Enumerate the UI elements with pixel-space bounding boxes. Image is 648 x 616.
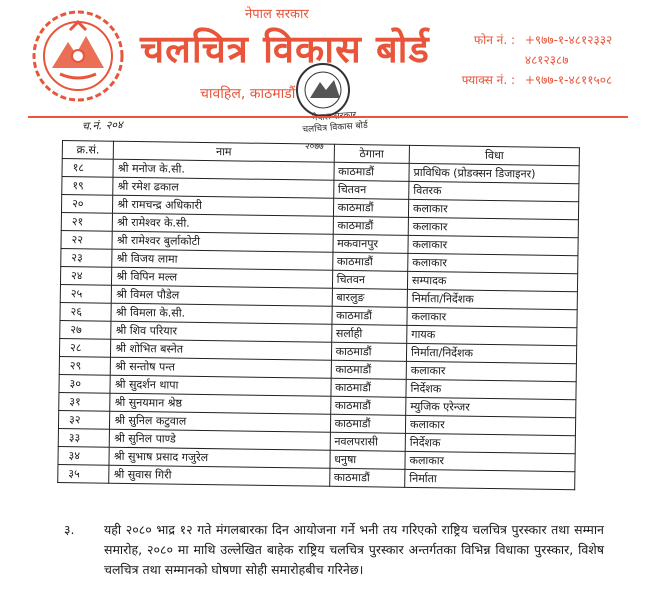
cell-serial: ३५	[58, 464, 110, 483]
cell-genre: कलाकार	[405, 451, 575, 471]
cell-address: काठमाडौं	[332, 252, 408, 271]
cell-address: काठमाडौं	[332, 306, 408, 325]
cell-serial: ३४	[58, 446, 110, 465]
cell-address: काठमाडौं	[331, 378, 407, 397]
cell-serial: २४	[60, 266, 112, 285]
cell-name: श्री रमेश ढकाल	[113, 177, 333, 198]
cell-name: श्री सुनिल पाण्डे	[110, 429, 330, 450]
cell-name: श्री विमला के.सी.	[111, 303, 331, 324]
paragraph-text: यही २०८० भाद्र १२ गते मंगलबारका दिन आयोजना गर्ने भनी तय गरिएको राष्ट्रिय चलचित्र पुरस्कार तथा सम्मान समारोह, २०८० मा माथि उल्लेखित बाहेक राष्ट्रिय चलचित्र पुरस्कार अन्तर्गतका विभिन्न विधाका पुरस्कार, विशेष चलचित्र तथा सम्मानको घोषणा सोही समारोहबीच गरिनेछ।	[104, 522, 604, 577]
cell-name: श्री विजय लामा	[112, 249, 332, 270]
award-recipients-table	[57, 140, 580, 490]
cell-name: श्री मनोज के.सी.	[113, 159, 333, 180]
cell-serial: ३२	[58, 410, 110, 429]
cell-address: काठमाडौं	[331, 360, 407, 379]
board-name: चलचित्र विकास बोर्ड	[140, 27, 430, 71]
cell-address: धनुषा	[330, 450, 406, 469]
header-serial: क्र.सं.	[62, 141, 114, 160]
cell-genre: कलाकार	[407, 307, 577, 327]
paragraph-number: ३.	[64, 522, 75, 537]
cell-genre: कलाकार	[408, 199, 578, 219]
fax-number: +९७७-१-४८११५०८	[524, 73, 613, 87]
cell-genre: कलाकार	[405, 415, 575, 435]
cell-serial: २३	[61, 248, 113, 267]
fax-row	[455, 70, 612, 90]
cell-name: श्री सुनयमान श्रेष्ठ	[110, 393, 330, 414]
board-address: चावहिल, काठमाडौं	[200, 86, 296, 102]
cell-address: काठमाडौं	[333, 198, 409, 217]
fax-label: फ्याक्स नं. :	[461, 73, 515, 87]
cell-address: बारलुङ	[332, 288, 408, 307]
cell-name: श्री शिव परियार	[111, 321, 331, 342]
cell-serial: २७	[60, 320, 112, 339]
cell-genre: कलाकार	[408, 217, 578, 237]
phone-number-2: ४८१२३८७	[524, 53, 569, 67]
cell-address: काठमाडौं	[334, 162, 410, 181]
government-title: नेपाल सरकार	[245, 7, 309, 22]
cell-genre: कलाकार	[406, 361, 576, 381]
cell-address: नवलपरासी	[330, 432, 406, 451]
phone-number-1: +९७७-१-४८१२३३२	[524, 33, 613, 47]
cell-name: श्री सन्तोष पन्त	[111, 357, 331, 378]
cell-genre: निर्माता/निर्देशक	[406, 343, 576, 363]
cell-serial: २६	[60, 302, 112, 321]
cell-serial: ३१	[59, 392, 111, 411]
cell-serial: २२	[61, 230, 113, 249]
cell-address: चितवन	[332, 270, 408, 289]
cell-serial: ३०	[59, 374, 111, 393]
cell-address: काठमाडौं	[333, 216, 409, 235]
cell-genre: कलाकार	[408, 253, 578, 273]
year-mark: २०७७	[305, 142, 324, 152]
cell-name: श्री रामेश्वर बुर्लाकोटी	[112, 231, 332, 252]
cell-address: मकवानपुर	[333, 234, 409, 253]
cell-genre: म्युजिक एरेन्जर	[406, 397, 576, 417]
cell-genre: निर्माता	[405, 469, 575, 489]
notice-paragraph	[64, 520, 604, 580]
cell-serial: २९	[59, 356, 111, 375]
cell-name: श्री सुनिल कटुवाल	[110, 411, 330, 432]
cell-name: श्री सुवास गिरी	[109, 465, 329, 486]
header-address: ठेगाना	[334, 144, 410, 163]
cell-address: काठमाडौं	[330, 396, 406, 415]
cell-name: श्री विपिन मल्ल	[112, 267, 332, 288]
cell-serial: ३३	[58, 428, 110, 447]
stamp-caption: चलचित्र विकास बोर्ड	[302, 120, 369, 136]
cell-genre: निर्देशक	[406, 379, 576, 399]
phone-row-2	[455, 50, 612, 70]
cell-genre: सम्पादक	[407, 271, 577, 291]
cell-serial: २०	[61, 195, 113, 214]
nepal-emblem-icon	[30, 8, 126, 104]
cell-address: काठमाडौं	[331, 342, 407, 361]
cell-address: काठमाडौं	[330, 414, 406, 433]
cell-name: श्री शोभित बस्नेत	[111, 339, 331, 360]
cell-name: श्री रामचन्द्र अधिकारी	[113, 195, 333, 216]
cell-serial: १८	[62, 159, 114, 178]
phone-row	[455, 30, 612, 50]
cell-genre: कलाकार	[408, 235, 578, 255]
cell-genre: निर्देशक	[405, 433, 575, 453]
table-body	[58, 159, 579, 490]
cell-address: काठमाडौं	[329, 468, 405, 487]
cell-genre: निर्माता/निर्देशक	[407, 289, 577, 309]
cell-genre: गायक	[407, 325, 577, 345]
cell-address: चितवन	[333, 180, 409, 199]
phone-label: फोन नं. :	[473, 33, 515, 47]
cell-name: श्री विमल पौडेल	[112, 285, 332, 306]
cell-serial: २१	[61, 212, 113, 231]
cell-serial: २५	[60, 284, 112, 303]
cell-address: सर्लाही	[331, 324, 407, 343]
cell-name: श्री रामेश्वर के.सी.	[113, 213, 333, 234]
header-genre: विधा	[409, 145, 579, 165]
header-name: नाम	[114, 141, 334, 162]
cell-serial: १९	[62, 177, 114, 196]
cell-name: श्री सुभाष प्रसाद गजुरेल	[109, 447, 329, 468]
cell-serial: २८	[59, 338, 111, 357]
handwritten-reference: च.नं. २०४	[81, 118, 123, 133]
cell-genre: वितरक	[409, 181, 579, 201]
cell-genre: प्राविधिक (प्रोडक्सन डिजाइनर)	[409, 163, 579, 183]
contact-block	[455, 30, 612, 90]
cell-name: श्री सुदर्शन थापा	[110, 375, 330, 396]
